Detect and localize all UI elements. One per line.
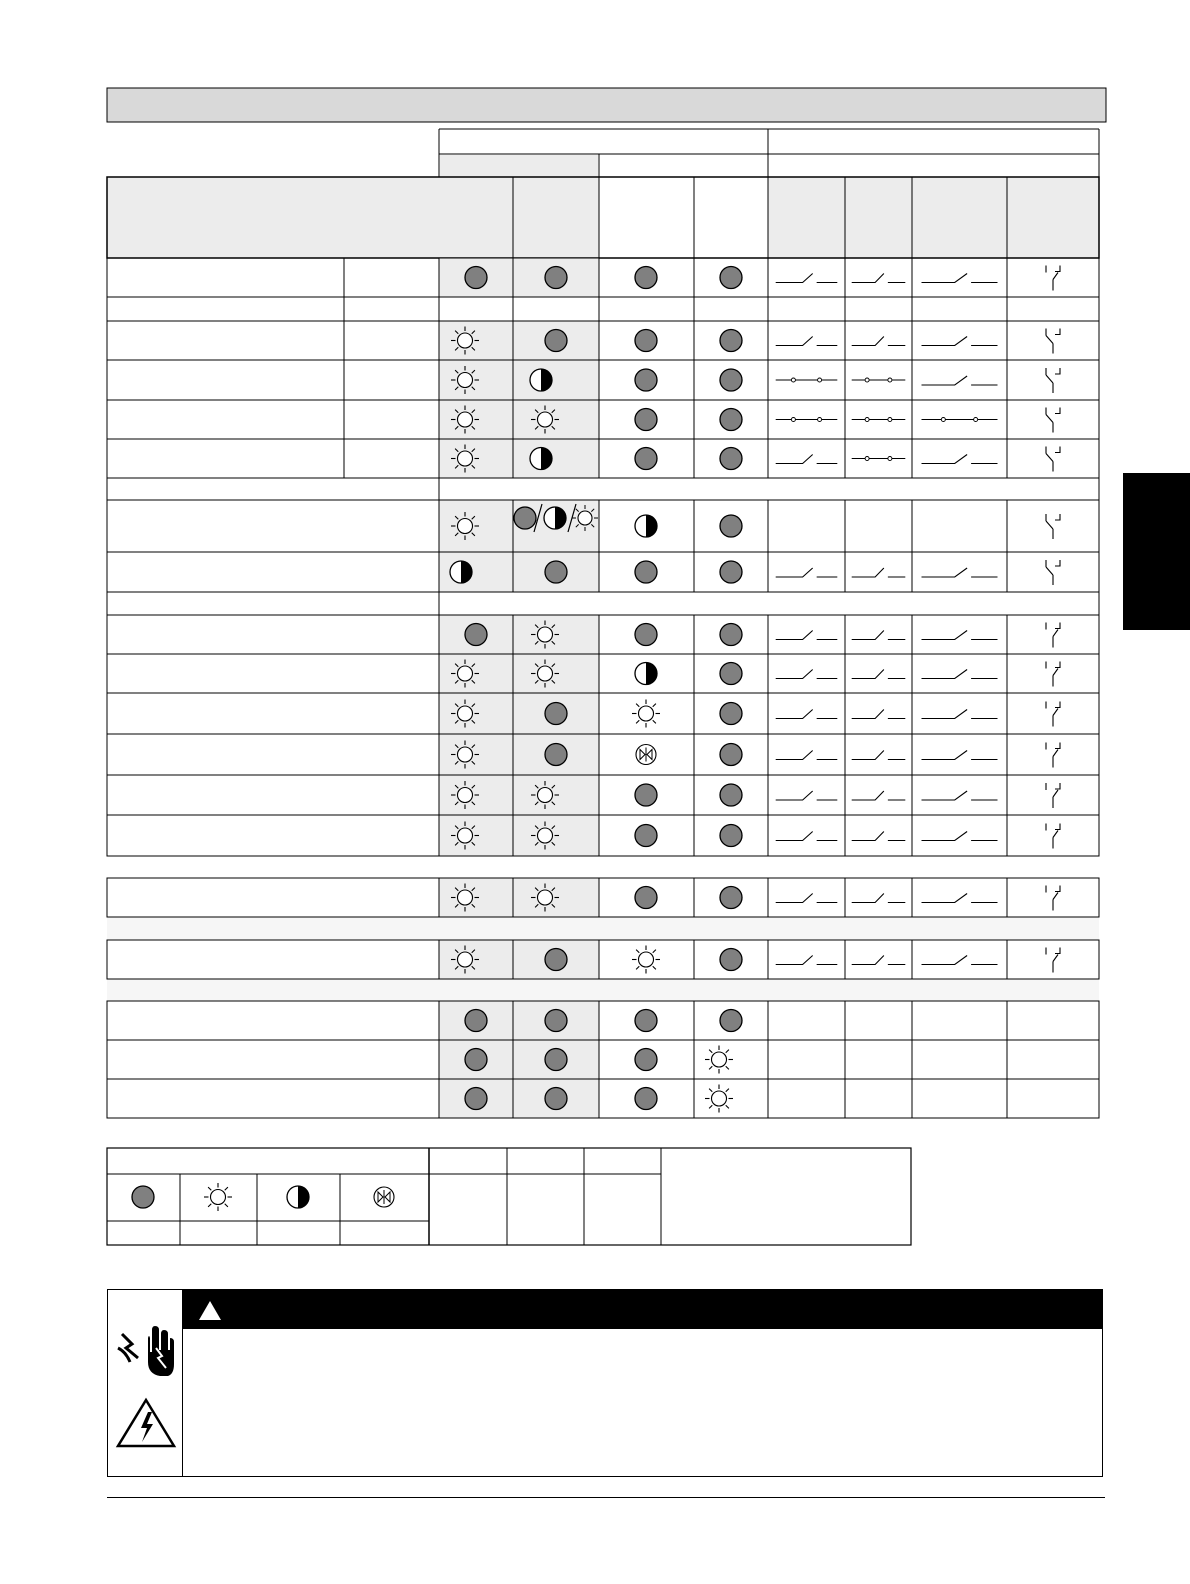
relay-closed-icon bbox=[922, 418, 998, 422]
led-on-icon bbox=[451, 512, 479, 540]
relay-open-icon bbox=[852, 832, 906, 841]
led-on-icon bbox=[451, 445, 479, 473]
led-flashing-icon bbox=[530, 369, 552, 391]
led-on-icon bbox=[451, 366, 479, 394]
led-off-icon bbox=[545, 561, 567, 583]
led-off-icon bbox=[635, 1049, 657, 1071]
table-row bbox=[107, 878, 1099, 917]
changeover-energized-icon bbox=[1046, 368, 1060, 393]
table-subheader-row bbox=[107, 297, 1099, 321]
led-off-icon bbox=[635, 887, 657, 909]
warning-box bbox=[107, 1289, 1103, 1477]
changeover-deenergized-icon bbox=[1046, 948, 1060, 973]
led-on-icon bbox=[531, 621, 559, 649]
table-row bbox=[107, 815, 1099, 856]
changeover-energized-icon bbox=[1046, 408, 1060, 433]
table-subheader-row bbox=[107, 592, 1099, 615]
led-off-icon bbox=[635, 561, 657, 583]
relay-open-icon bbox=[776, 455, 838, 464]
relay-open-icon bbox=[922, 631, 998, 640]
relay-open-icon bbox=[776, 710, 838, 719]
led-on-icon bbox=[531, 781, 559, 809]
table-row bbox=[107, 552, 1099, 592]
led-off-icon bbox=[635, 330, 657, 352]
relay-open-icon bbox=[852, 791, 906, 800]
led-off-icon bbox=[720, 703, 742, 725]
led-off-icon bbox=[465, 267, 487, 289]
led-flashing-icon bbox=[530, 448, 552, 470]
led-on-icon bbox=[451, 884, 479, 912]
led-off-icon bbox=[635, 448, 657, 470]
footer-rule bbox=[107, 1497, 1105, 1498]
relay-open-icon bbox=[776, 670, 838, 679]
relay-open-icon bbox=[922, 568, 998, 577]
high-voltage-triangle-icon bbox=[118, 1400, 174, 1446]
led-off-icon bbox=[635, 267, 657, 289]
relay-open-icon bbox=[852, 631, 906, 640]
relay-open-icon bbox=[922, 956, 998, 965]
changeover-deenergized-icon bbox=[1046, 702, 1060, 727]
led-off-icon bbox=[635, 825, 657, 847]
relay-open-icon bbox=[776, 337, 838, 346]
led-on-icon bbox=[531, 660, 559, 688]
relay-open-icon bbox=[922, 274, 998, 283]
led-off-icon bbox=[720, 624, 742, 646]
relay-open-icon bbox=[852, 568, 906, 577]
led-on-icon bbox=[204, 1183, 232, 1211]
led-off-icon bbox=[635, 369, 657, 391]
changeover-deenergized-icon bbox=[1046, 886, 1060, 911]
relay-open-icon bbox=[922, 670, 998, 679]
led-alternating-icon bbox=[636, 745, 656, 765]
relay-open-icon bbox=[922, 791, 998, 800]
led-off-icon bbox=[720, 949, 742, 971]
led-on-icon bbox=[451, 700, 479, 728]
table-row bbox=[107, 1040, 1099, 1079]
led-off-icon bbox=[465, 624, 487, 646]
led-off-icon bbox=[720, 448, 742, 470]
led-off-icon bbox=[720, 887, 742, 909]
relay-open-icon bbox=[922, 832, 998, 841]
electric-shock-hand-icon bbox=[118, 1326, 174, 1376]
table-row bbox=[107, 615, 1099, 654]
led-off-icon bbox=[635, 409, 657, 431]
table-row bbox=[107, 775, 1099, 815]
led-off-icon bbox=[635, 1010, 657, 1032]
led-off-icon bbox=[720, 825, 742, 847]
led-on-icon bbox=[451, 660, 479, 688]
led-on-icon bbox=[705, 1046, 733, 1074]
led-off-icon bbox=[465, 1010, 487, 1032]
relay-open-icon bbox=[776, 791, 838, 800]
led-off-icon bbox=[545, 1010, 567, 1032]
led-off-icon bbox=[720, 784, 742, 806]
warning-header-bar bbox=[183, 1290, 1102, 1329]
relay-open-icon bbox=[922, 337, 998, 346]
led-off-icon bbox=[720, 561, 742, 583]
led-off-icon bbox=[720, 267, 742, 289]
legend-table bbox=[107, 1148, 911, 1245]
led-on-icon bbox=[451, 822, 479, 850]
section-header-band bbox=[107, 88, 1106, 122]
led-off-icon bbox=[545, 949, 567, 971]
table-row bbox=[107, 1079, 1099, 1118]
led-on-icon bbox=[451, 946, 479, 974]
table-subheader-row bbox=[107, 478, 1099, 500]
relay-open-icon bbox=[922, 894, 998, 903]
led-on-icon bbox=[451, 327, 479, 355]
relay-open-icon bbox=[922, 376, 998, 385]
led-off-icon bbox=[545, 703, 567, 725]
led-on-icon bbox=[451, 741, 479, 769]
changeover-energized-icon bbox=[1046, 329, 1060, 354]
section-tab bbox=[1123, 473, 1190, 630]
relay-open-icon bbox=[776, 568, 838, 577]
changeover-deenergized-icon bbox=[1046, 783, 1060, 808]
led-off-icon bbox=[635, 624, 657, 646]
led-on-icon bbox=[632, 700, 660, 728]
table-row bbox=[107, 439, 1099, 478]
led-off-icon bbox=[545, 330, 567, 352]
changeover-energized-icon bbox=[1046, 560, 1060, 585]
relay-open-icon bbox=[852, 670, 906, 679]
led-off-icon bbox=[720, 369, 742, 391]
table-row bbox=[107, 1001, 1099, 1040]
relay-open-icon bbox=[922, 751, 998, 760]
led-off-icon bbox=[720, 515, 742, 537]
led-off-icon bbox=[720, 744, 742, 766]
relay-open-icon bbox=[852, 894, 906, 903]
table-row bbox=[107, 258, 1099, 297]
led-off-icon bbox=[465, 1049, 487, 1071]
led-off-icon bbox=[545, 744, 567, 766]
relay-open-icon bbox=[852, 956, 906, 965]
warning-icons-column bbox=[108, 1290, 183, 1476]
relay-open-icon bbox=[852, 337, 906, 346]
warning-triangle-icon bbox=[199, 1301, 221, 1320]
led-off-icon bbox=[132, 1186, 154, 1208]
led-on-icon bbox=[531, 884, 559, 912]
relay-open-icon bbox=[776, 956, 838, 965]
relay-open-icon bbox=[922, 455, 998, 464]
led-off-icon bbox=[635, 784, 657, 806]
changeover-deenergized-icon bbox=[1046, 662, 1060, 687]
changeover-deenergized-icon bbox=[1046, 623, 1060, 648]
changeover-energized-icon bbox=[1046, 514, 1060, 539]
led-off-icon bbox=[545, 1049, 567, 1071]
changeover-deenergized-icon bbox=[1046, 824, 1060, 849]
led-on-icon bbox=[705, 1085, 733, 1113]
led-flashing-icon bbox=[635, 515, 657, 537]
led-off-icon bbox=[720, 409, 742, 431]
led-on-icon bbox=[451, 781, 479, 809]
relay-open-icon bbox=[852, 751, 906, 760]
led-off-icon bbox=[545, 267, 567, 289]
relay-open-icon bbox=[776, 894, 838, 903]
led-off-icon bbox=[720, 663, 742, 685]
relay-closed-icon bbox=[852, 457, 906, 461]
changeover-deenergized-icon bbox=[1046, 266, 1060, 291]
relay-closed-icon bbox=[776, 378, 838, 382]
led-off-icon bbox=[545, 1088, 567, 1110]
led-off-icon bbox=[720, 1010, 742, 1032]
led-off-icon bbox=[635, 1088, 657, 1110]
relay-closed-icon bbox=[776, 418, 838, 422]
led-off-icon bbox=[465, 1088, 487, 1110]
led-on-icon bbox=[451, 406, 479, 434]
table-row bbox=[107, 400, 1099, 439]
led-alternating-icon bbox=[374, 1187, 394, 1207]
relay-open-icon bbox=[852, 274, 906, 283]
led-flashing-icon bbox=[287, 1186, 309, 1208]
led-flashing-icon bbox=[450, 561, 472, 583]
table-row bbox=[107, 654, 1099, 693]
changeover-deenergized-icon bbox=[1046, 743, 1060, 768]
table-row bbox=[107, 321, 1099, 360]
changeover-energized-icon bbox=[1046, 447, 1060, 472]
relay-open-icon bbox=[852, 710, 906, 719]
led-sequence-icon bbox=[514, 504, 598, 532]
table-row bbox=[107, 360, 1099, 400]
relay-open-icon bbox=[922, 710, 998, 719]
table-row bbox=[107, 940, 1099, 979]
table-row bbox=[107, 693, 1099, 734]
relay-open-icon bbox=[776, 832, 838, 841]
led-on-icon bbox=[531, 822, 559, 850]
relay-closed-icon bbox=[852, 378, 906, 382]
table-row bbox=[107, 734, 1099, 775]
relay-open-icon bbox=[776, 751, 838, 760]
led-on-icon bbox=[632, 946, 660, 974]
led-flashing-icon bbox=[635, 663, 657, 685]
table-row bbox=[107, 500, 1099, 552]
relay-closed-icon bbox=[852, 418, 906, 422]
led-on-icon bbox=[531, 406, 559, 434]
relay-open-icon bbox=[776, 631, 838, 640]
led-off-icon bbox=[720, 330, 742, 352]
relay-open-icon bbox=[776, 274, 838, 283]
